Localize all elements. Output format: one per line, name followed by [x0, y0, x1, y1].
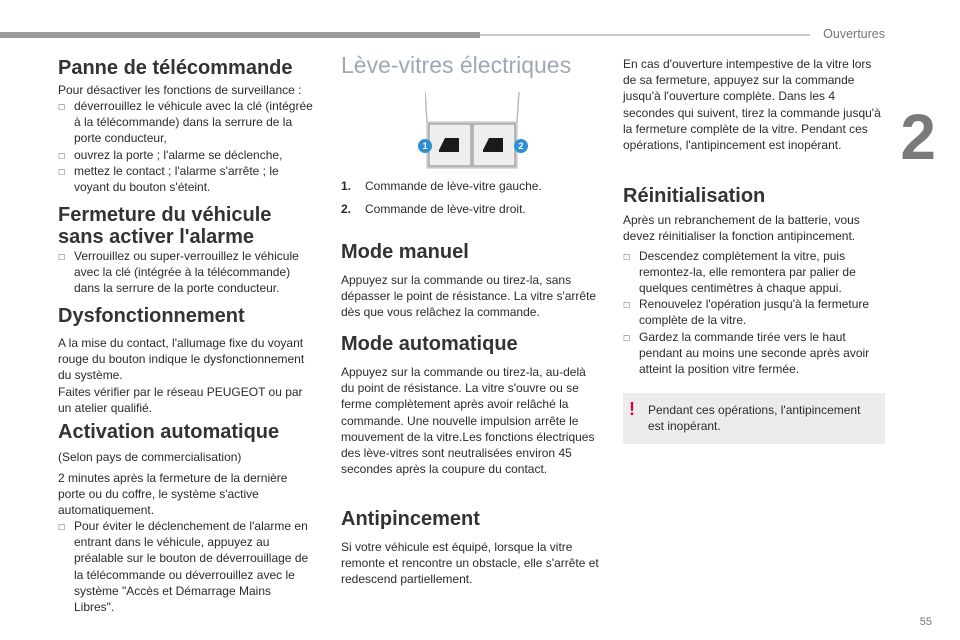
exclamation-icon: ! — [629, 399, 635, 419]
page-number: 55 — [919, 616, 932, 628]
dysfonctionnement-text: A la mise du contact, l'allumage fixe du voyant rouge du bouton indique le dysfonctionnement du système. — [58, 336, 305, 383]
chapter-label: Ouvertures — [823, 27, 885, 41]
list-item: ☐ Verrouillez ou super-verrouillez le véhicule avec la clé (intégrée à la télécommande) dans la serrure de la porte conducteur. — [58, 249, 299, 296]
reinit-text: Après un rebranchement de la batterie, vous devez réinitialiser la fonction antipincement. — [623, 213, 860, 244]
checkbox-icon: ☐ — [58, 253, 66, 262]
checkbox-icon: ☐ — [58, 523, 66, 532]
heading-manuel: Mode manuel — [341, 241, 469, 263]
list-item: ☐ Gardez la commande tirée vers le haut pendant au moins une seconde après avoir atteint la position vitre fermée. — [623, 330, 870, 377]
checkbox-icon: ☐ — [58, 168, 66, 177]
antipincement-text: Si votre véhicule est équipé, lorsque la vitre remonte et rencontre un obstacle, elle s'arrête et redescend partiellement. — [341, 540, 599, 587]
intro-text: En cas d'ouverture intempestive de la vitre lors de sa fermeture, appuyez sur la commande jusqu'à l'ouverture complète. Dans les 4 secondes qui suivent, tirez la commande jusqu'à la fermeture complète de la vitre. Pendant ces opérations, l'antipincement est inopérant. — [623, 57, 881, 153]
chapter-number: 2 — [900, 101, 936, 173]
list-item: ☐ ouvrez la porte ; l'alarme se déclenche, — [58, 147, 314, 163]
heading-antipincement: Antipincement — [341, 508, 480, 530]
warning-text: Pendant ces opérations, l'antipincement est inopérant. — [648, 403, 861, 434]
activation-text: 2 minutes après la fermeture de la dernière porte ou du coffre, le système s'active automatiquement. — [58, 471, 288, 518]
list-item: ☐ Descendez complètement la vitre, puis remontez-la, elle remontera par palier de quelques centimètres à chaque appui. — [623, 249, 856, 296]
heading-fermeture: Fermeture du véhicule sans activer l'alarme — [58, 204, 272, 248]
activation-note: (Selon pays de commercialisation) — [58, 450, 242, 464]
heading-dysfonctionnement: Dysfonctionnement — [58, 305, 245, 327]
dysfonctionnement-text-2: Faites vérifier par le réseau PEUGEOT ou par un atelier qualifié. — [58, 385, 303, 416]
list-item: ☐ Pour éviter le déclenchement de l'alarme en entrant dans le véhicule, appuyez au préalable sur le bouton de déverrouillage de la télécommande ou déverrouillez avec le système "Accès et Démarrage Mains Libres". — [58, 519, 309, 615]
warning-box — [623, 393, 885, 444]
panne-intro: Pour désactiver les fonctions de surveillance : — [58, 83, 302, 97]
window-switch-figure — [422, 90, 524, 170]
heading-reinitialisation: Réinitialisation — [623, 185, 766, 207]
checkbox-icon: ☐ — [623, 301, 631, 310]
callout-2: 2 — [514, 139, 528, 153]
heading-automatique: Mode automatique — [341, 333, 518, 355]
checkbox-icon: ☐ — [623, 253, 631, 262]
header-bar — [0, 32, 480, 38]
list-item: ☐ Renouvelez l'opération jusqu'à la fermeture complète de la vitre. — [623, 297, 870, 328]
checkbox-icon: ☐ — [58, 152, 66, 161]
page-title: Lève-vitres électriques — [341, 52, 572, 78]
manuel-text: Appuyez sur la commande ou tirez-la, sans dépasser le point de résistance. La vitre s'arrête dès que vous relâchez la commande. — [341, 273, 597, 320]
header-rule — [480, 34, 810, 36]
list-item: ☐ déverrouillez le véhicule avec la clé (intégrée à la télécommande) dans la serrure de la porte conducteur, — [58, 99, 313, 146]
automatique-text: Appuyez sur la commande ou tirez-la, au-delà du point de résistance. La vitre s'ouvre ou se ferme complètement après avoir relâché la commande. Une nouvelle impulsion arrête le mouvement de la vitre.Les fonctions électriques des lève-vitres sont neutralisées environ 45 secondes après la coupure du contact. — [341, 365, 595, 477]
checkbox-icon: ☐ — [623, 334, 631, 343]
heading-panne: Panne de télécommande — [58, 57, 293, 79]
list-item: ☐ mettez le contact ; l'alarme s'arrête ; le voyant du bouton s'éteint. — [58, 164, 279, 195]
heading-activation: Activation automatique — [58, 421, 280, 443]
checkbox-icon: ☐ — [58, 103, 66, 112]
callout-1: 1 — [418, 139, 432, 153]
